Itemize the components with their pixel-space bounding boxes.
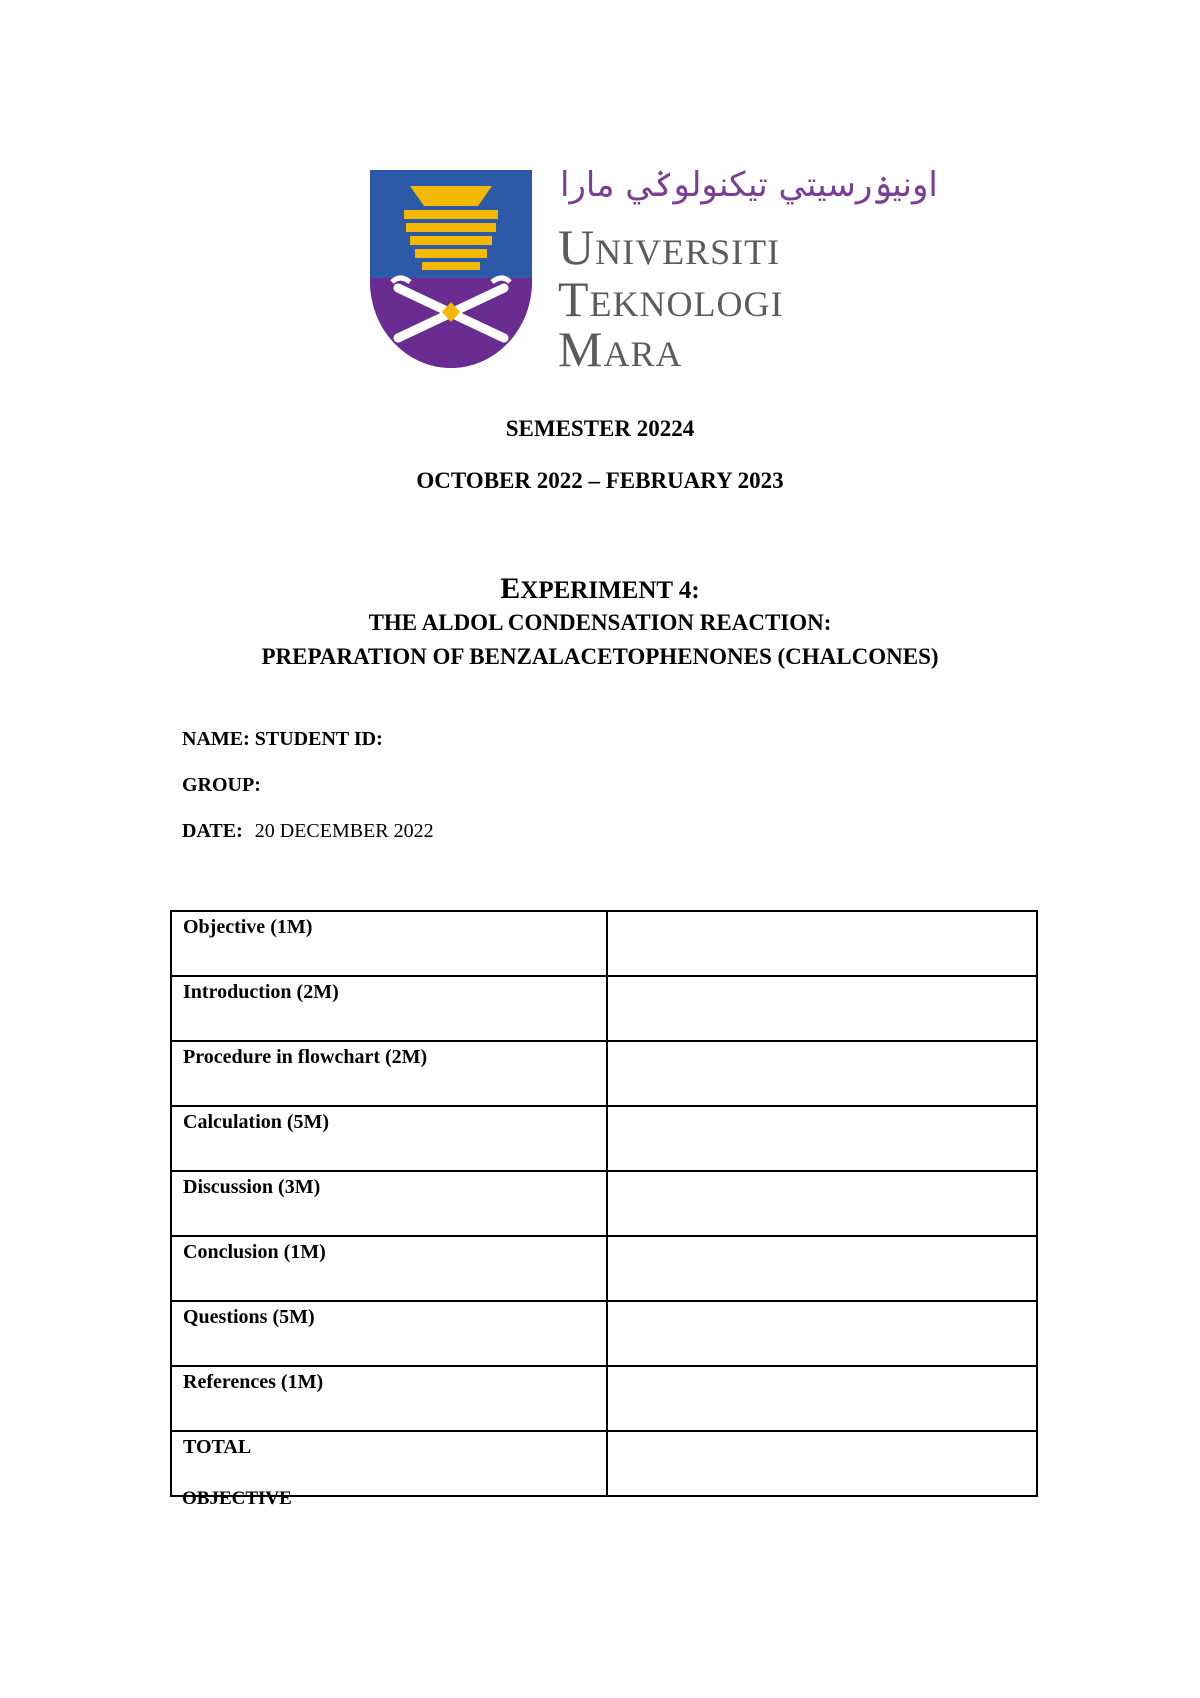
date-label: DATE: xyxy=(182,820,243,842)
row-label: Conclusion (1M) xyxy=(171,1236,607,1301)
table-row xyxy=(171,911,1037,976)
group-field xyxy=(182,774,261,797)
row-score-cell xyxy=(607,1171,1037,1236)
row-score-cell xyxy=(607,1431,1037,1496)
row-label: Introduction (2M) xyxy=(171,976,607,1041)
row-label: References (1M) xyxy=(171,1366,607,1431)
row-score-cell xyxy=(607,1366,1037,1431)
table-row xyxy=(171,1301,1037,1366)
logo-arabic-text: اونيۏرسيتي تيكنولوݢي مارا xyxy=(560,165,938,205)
row-score-cell xyxy=(607,1106,1037,1171)
logo-line-universiti: UNIVERSITI xyxy=(558,219,781,275)
name-student-id-field xyxy=(182,728,383,751)
date-value: 20 DECEMBER 2022 xyxy=(254,820,434,842)
marks-table xyxy=(170,910,1038,1497)
university-logo xyxy=(370,165,938,377)
table-row xyxy=(171,1171,1037,1236)
experiment-title: EXPERIMENT 4: xyxy=(500,572,700,605)
uitm-shield-icon xyxy=(370,170,532,368)
row-score-cell xyxy=(607,911,1037,976)
name-label: NAME: STUDENT ID: xyxy=(182,728,383,750)
row-score-cell xyxy=(607,1236,1037,1301)
experiment-subtitle-line2: PREPARATION OF BENZALACETOPHENONES (CHALCONES) xyxy=(261,644,939,669)
row-label: TOTAL xyxy=(171,1431,607,1496)
experiment-subtitle-line1: THE ALDOL CONDENSATION REACTION: xyxy=(368,610,832,635)
table-row xyxy=(171,1041,1037,1106)
objective-heading: OBJECTIVE xyxy=(182,1488,292,1509)
row-score-cell xyxy=(607,976,1037,1041)
date-field xyxy=(182,820,434,843)
logo-line-teknologi: TEKNOLOGI xyxy=(558,271,784,327)
table-row xyxy=(171,1106,1037,1171)
logo-line-mara: MARA xyxy=(558,321,683,377)
row-label: Questions (5M) xyxy=(171,1301,607,1366)
table-row xyxy=(171,1431,1037,1496)
table-row xyxy=(171,976,1037,1041)
period-heading: OCTOBER 2022 – FEBRUARY 2023 xyxy=(416,468,784,493)
table-row xyxy=(171,1236,1037,1301)
row-score-cell xyxy=(607,1041,1037,1106)
row-label: Calculation (5M) xyxy=(171,1106,607,1171)
group-label: GROUP: xyxy=(182,774,261,796)
row-label: Discussion (3M) xyxy=(171,1171,607,1236)
row-score-cell xyxy=(607,1301,1037,1366)
semester-heading: SEMESTER 20224 xyxy=(505,416,695,441)
row-label: Procedure in flowchart (2M) xyxy=(171,1041,607,1106)
row-label: Objective (1M) xyxy=(171,911,607,976)
table-row xyxy=(171,1366,1037,1431)
